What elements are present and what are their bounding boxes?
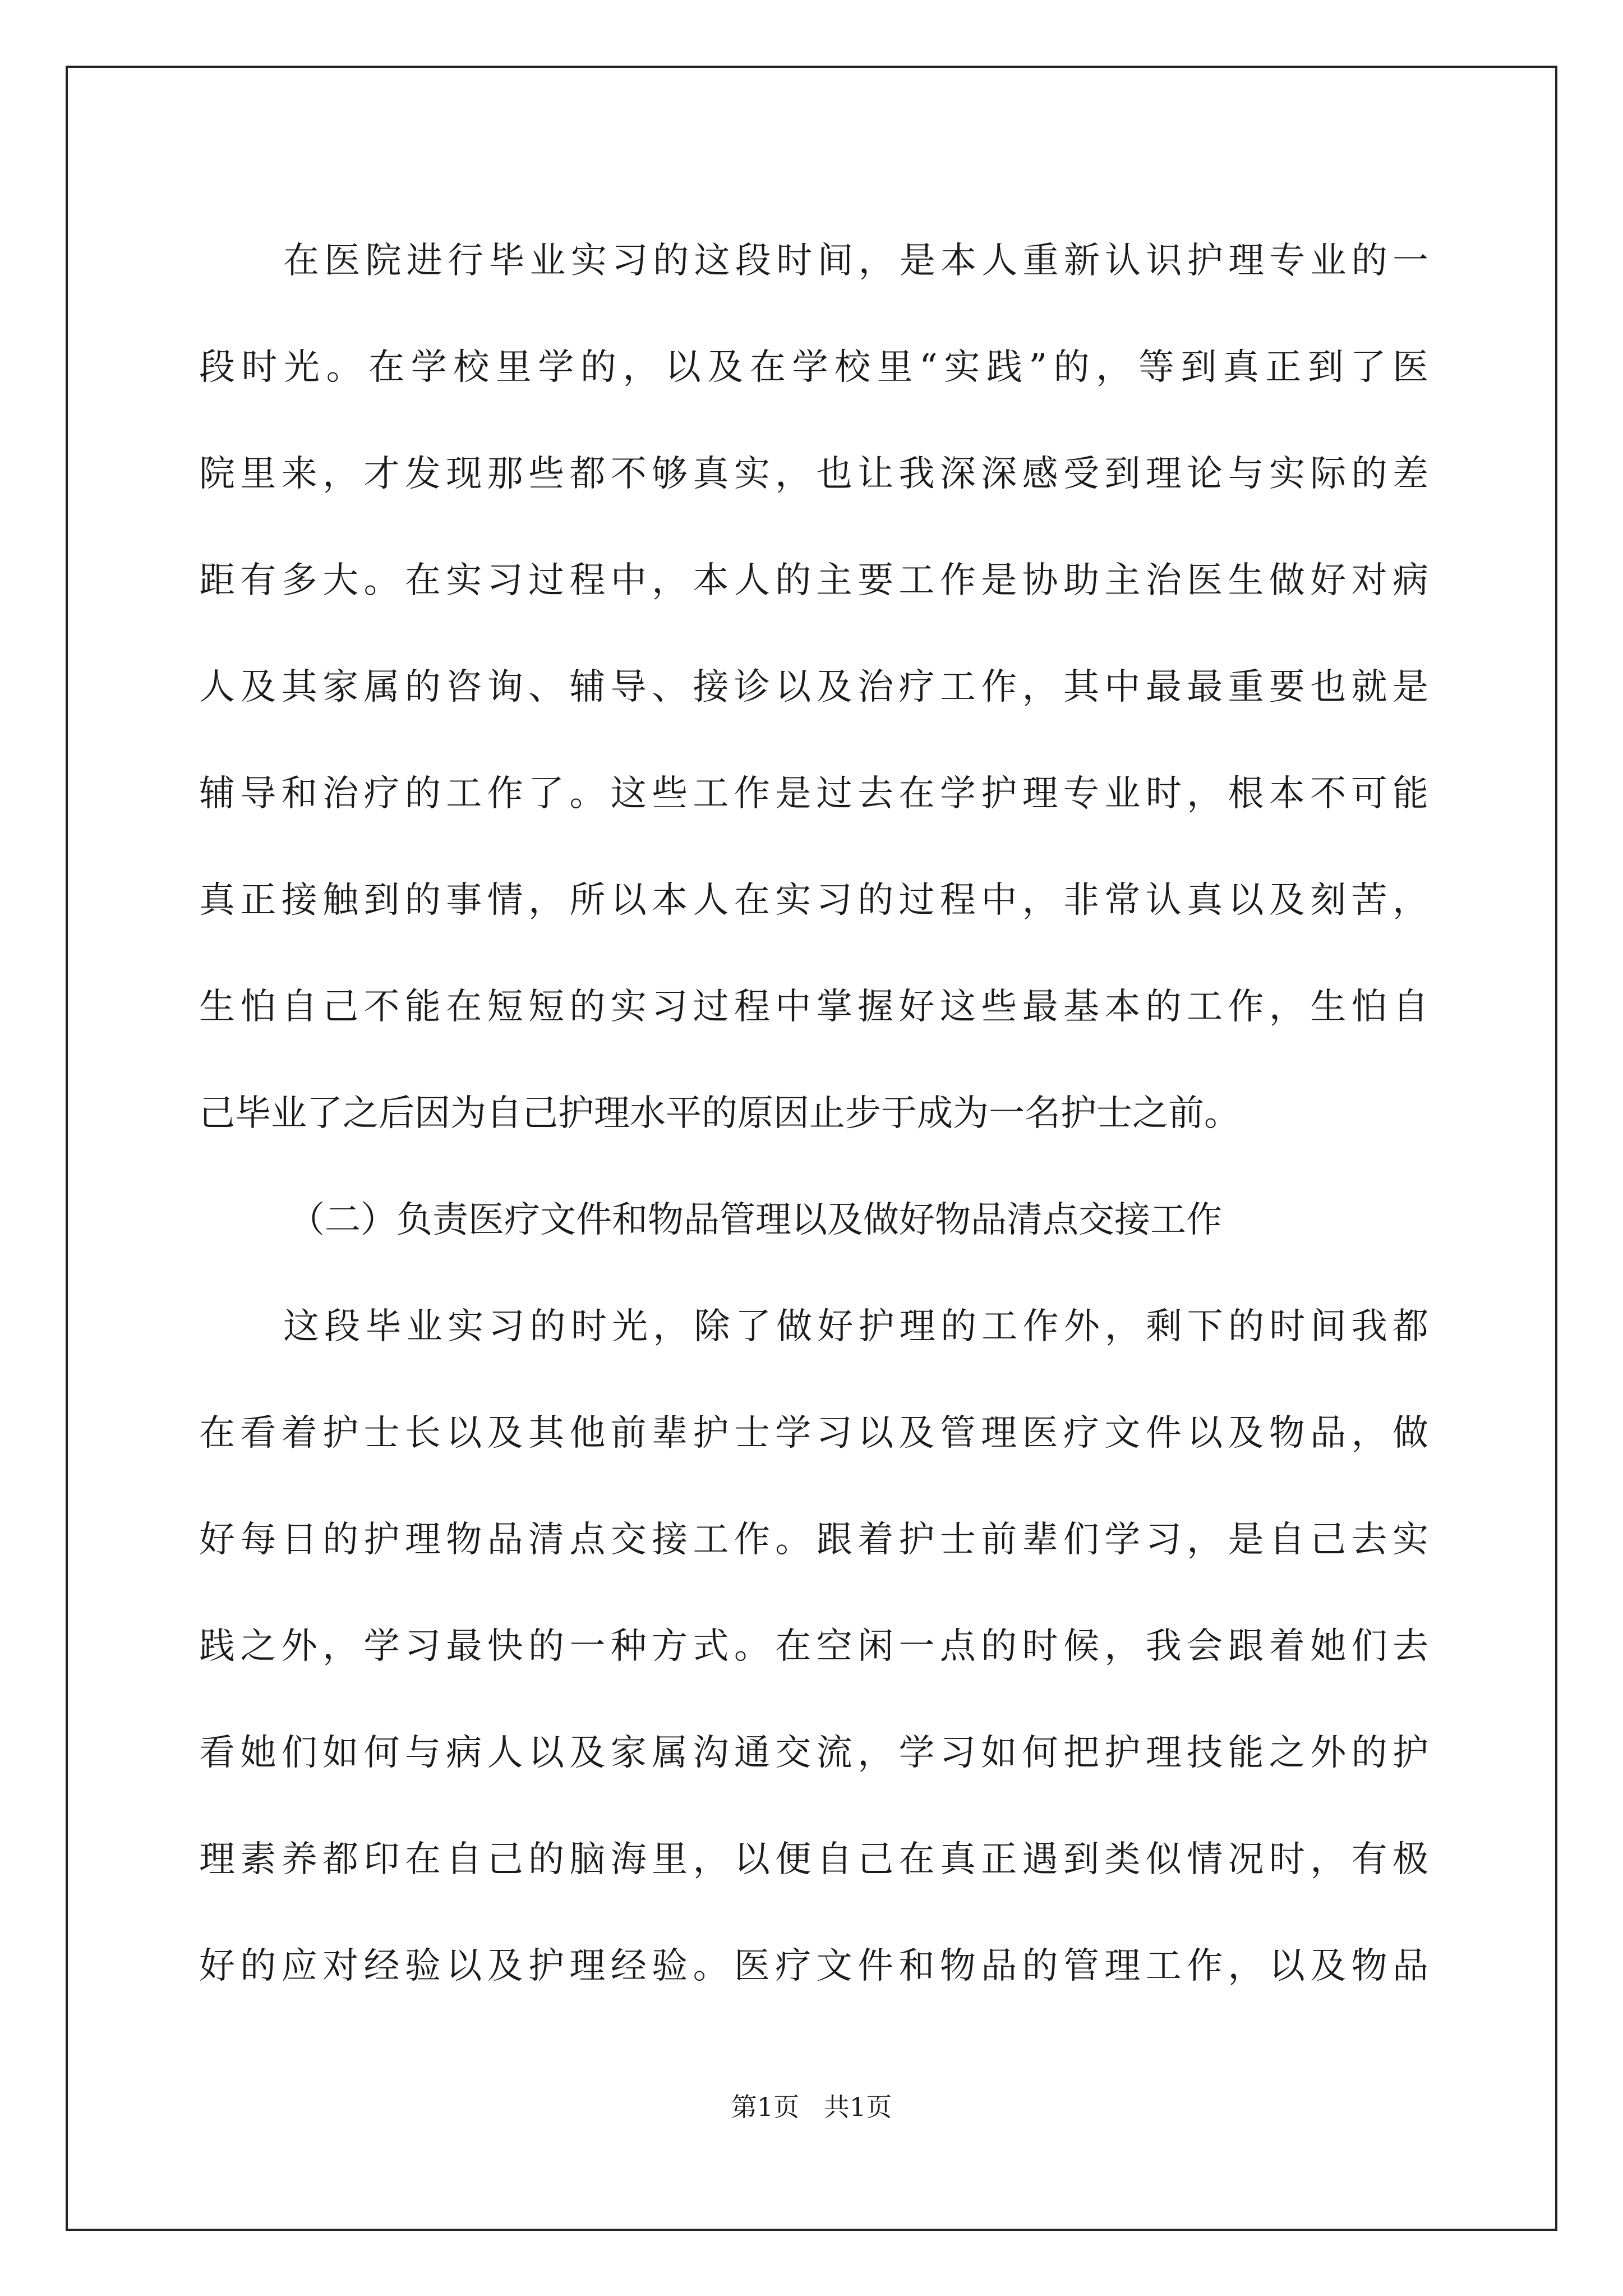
paragraph-line: 这段毕业实习的时光，除了做好护理的工作外，剩下的时间我都 xyxy=(283,1306,1428,1347)
document-body xyxy=(199,208,1428,2019)
page-number-footer: 第1页 共1页 xyxy=(731,2092,892,2122)
paragraph-line: 生怕自己不能在短短的实习过程中掌握好这些最基本的工作，生怕自 xyxy=(199,986,1428,1028)
section-heading: （二）负责医疗文件和物品管理以及做好物品清点交接工作 xyxy=(289,1199,1222,1241)
paragraph-line: 院里来，才发现那些都不够真实，也让我深深感受到理论与实际的差 xyxy=(199,453,1428,495)
paragraph-line: 段时光。在学校里学的，以及在学校里“实践”的，等到真正到了医 xyxy=(199,347,1428,388)
paragraph-line: 看她们如何与病人以及家属沟通交流，学习如何把护理技能之外的护 xyxy=(199,1732,1428,1774)
paragraph-line: 距有多大。在实习过程中，本人的主要工作是协助主治医生做好对病 xyxy=(199,560,1428,601)
paragraph-line: 好的应对经验以及护理经验。医疗文件和物品的管理工作，以及物品 xyxy=(199,1945,1428,1987)
paragraph-line: 在看着护士长以及其他前辈护士学习以及管理医疗文件以及物品，做 xyxy=(199,1412,1428,1454)
paragraph-line: 在医院进行毕业实习的这段时间，是本人重新认识护理专业的一 xyxy=(283,240,1428,282)
paragraph-line: 好每日的护理物品清点交接工作。跟着护士前辈们学习，是自己去实 xyxy=(199,1519,1428,1561)
paragraph-line: 践之外，学习最快的一种方式。在空闲一点的时候，我会跟着她们去 xyxy=(199,1626,1428,1667)
paragraph-line: 辅导和治疗的工作了。这些工作是过去在学护理专业时，根本不可能 xyxy=(199,773,1428,815)
paragraph-line: 己毕业了之后因为自己护理水平的原因止步于成为一名护士之前。 xyxy=(199,1093,1240,1134)
paragraph-line: 真正接触到的事情，所以本人在实习的过程中，非常认真以及刻苦， xyxy=(199,880,1428,921)
paragraph-line: 理素养都印在自己的脑海里，以便自己在真正遇到类似情况时，有极 xyxy=(199,1839,1428,1880)
paragraph-line: 人及其家属的咨询、辅导、接诊以及治疗工作，其中最最重要也就是 xyxy=(199,666,1428,708)
